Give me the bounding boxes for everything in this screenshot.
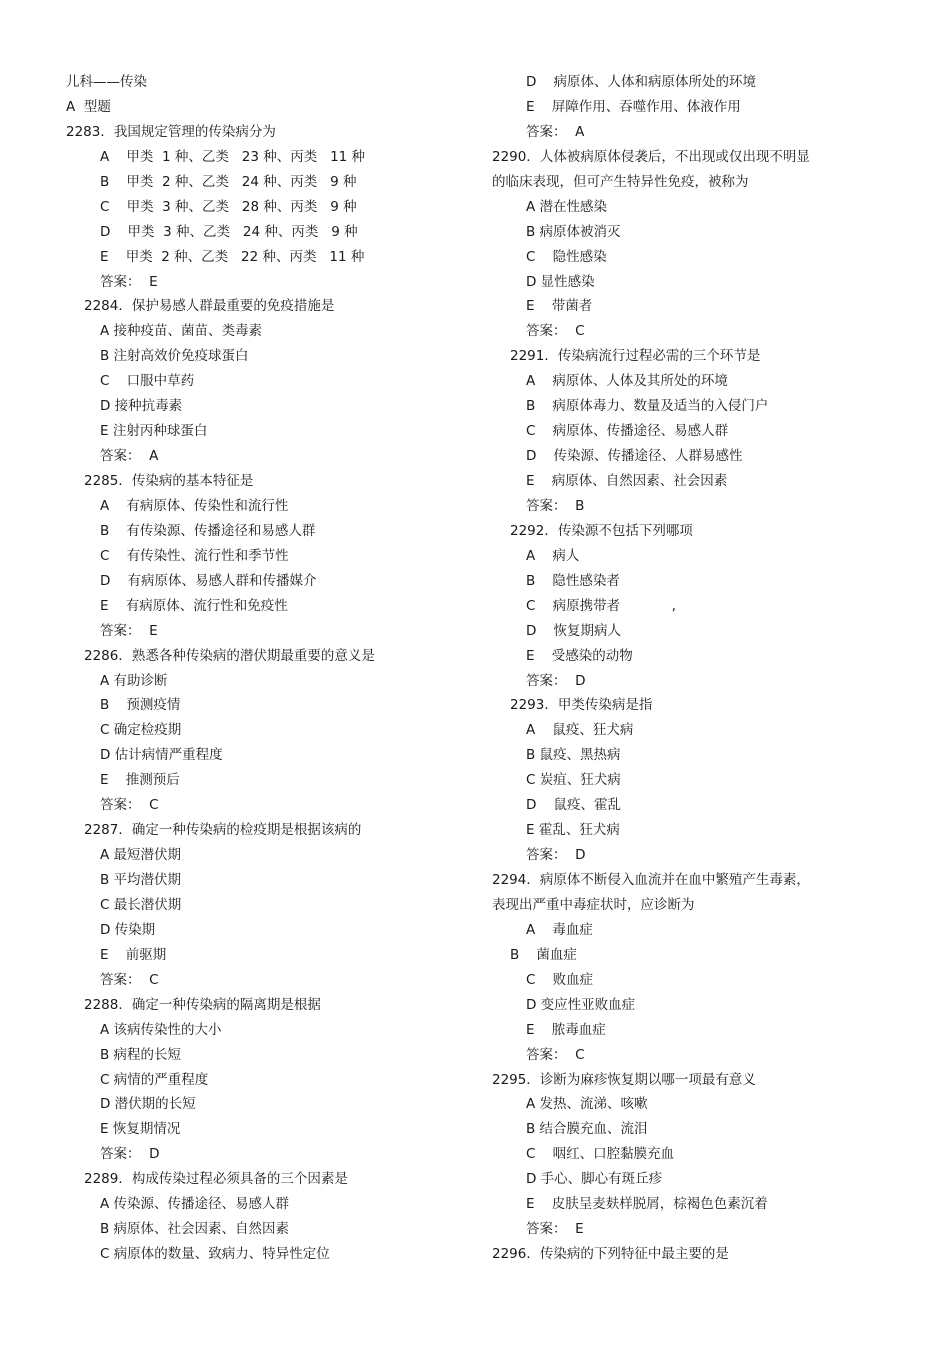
text-line: B 鼠疫、黑热病	[526, 747, 621, 764]
text-line: E 前驱期	[100, 946, 167, 963]
text-line: A 甲类 1 种、乙类 23 种、丙类 11 种	[100, 148, 366, 165]
text-line: C 口服中草药	[100, 373, 195, 390]
text-line: B 病原体毒力、数量及适当的入侵门户	[526, 398, 769, 415]
text-line: B 病原体被消灭	[526, 223, 621, 240]
text-line: E 皮肤呈麦麸样脱屑，棕褐色色素沉着	[526, 1196, 768, 1213]
text-line: D 估计病情严重程度	[100, 747, 223, 764]
text-line: C 隐性感染	[526, 248, 607, 265]
text-line: 答案： C	[526, 323, 585, 340]
text-line: 2289．构成传染过程必须具备的三个因素是	[84, 1171, 348, 1188]
text-line: E 推测预后	[100, 772, 180, 789]
text-line: 2288．确定一种传染病的隔离期是根据	[84, 996, 321, 1013]
text-line: A 毒血症	[526, 921, 593, 938]
text-line: 答案： D	[526, 672, 586, 689]
text-line: C 病原携带者 ,	[526, 597, 676, 614]
text-line: 答案： E	[526, 1221, 584, 1238]
text-line: C 败血症	[526, 971, 594, 988]
text-line: C 确定检疫期	[100, 722, 182, 739]
text-line: A 病原体、人体及其所处的环境	[526, 373, 728, 390]
text-line: B 注射高效价免疫球蛋白	[100, 348, 249, 365]
text-line: 答案： E	[100, 273, 158, 290]
text-line: B 有传染源、传播途径和易感人群	[100, 522, 316, 539]
text-line: 2292．传染源不包括下列哪项	[510, 522, 693, 539]
text-line: C 最长潜伏期	[100, 896, 182, 913]
text-line: A 传染源、传播途径、易感人群	[100, 1196, 290, 1213]
text-line: A 接种疫苗、菌苗、类毒素	[100, 323, 263, 340]
text-line: E 受感染的动物	[526, 647, 633, 664]
text-line: A 型题	[66, 98, 111, 115]
text-line: D 传染期	[100, 921, 156, 938]
text-line: D 甲类 3 种、乙类 24 种、丙类 9 种	[100, 223, 358, 240]
left-column	[66, 70, 466, 1267]
text-line: E 霍乱、狂犬病	[526, 822, 620, 839]
text-line: A 发热、流涕、咳嗽	[526, 1096, 648, 1113]
text-line: 答案： C	[526, 1046, 585, 1063]
text-line: D 潜伏期的长短	[100, 1096, 196, 1113]
text-line: 答案： D	[100, 1146, 160, 1163]
text-line: B 预测疫情	[100, 697, 181, 714]
text-line: D 显性感染	[526, 273, 595, 290]
text-line: 2283．我国规定管理的传染病分为	[66, 123, 276, 140]
text-line: A 有助诊断	[100, 672, 168, 689]
text-line: E 屏障作用、吞噬作用、体液作用	[526, 98, 741, 115]
text-line: 2294．病原体不断侵入血流并在血中繁殖产生毒素，	[492, 872, 810, 888]
text-line: A 鼠疫、狂犬病	[526, 722, 634, 739]
text-line: C 炭疽、狂犬病	[526, 772, 621, 789]
text-line: D 鼠疫、霍乱	[526, 797, 622, 814]
text-line: 2291．传染病流行过程必需的三个环节是	[510, 348, 761, 365]
text-line: C 有传染性、流行性和季节性	[100, 547, 289, 564]
text-line: C 病情的严重程度	[100, 1071, 209, 1088]
text-line: 答案： C	[100, 797, 159, 814]
text-line: D 有病原体、易感人群和传播媒介	[100, 572, 317, 589]
text-line: D 病原体、人体和病原体所处的环境	[526, 74, 757, 90]
text-line: D 接种抗毒素	[100, 398, 183, 415]
text-line: 2284．保护易感人群最重要的免疫措施是	[84, 298, 335, 315]
text-line: B 菌血症	[510, 946, 577, 963]
text-line: D 传染源、传播途径、人群易感性	[526, 448, 743, 465]
text-line: E 有病原体、流行性和免疫性	[100, 597, 288, 614]
text-line: B 隐性感染者	[526, 572, 620, 589]
text-line: E 带菌者	[526, 298, 593, 315]
text-line: E 恢复期情况	[100, 1121, 181, 1138]
text-line: 答案： A	[100, 448, 159, 465]
text-line: A 病人	[526, 547, 580, 564]
text-line: B 结合膜充血、流泪	[526, 1121, 648, 1138]
text-line: 2290．人体被病原体侵袭后，不出现或仅出现不明显	[492, 148, 810, 165]
text-line: D 变应性亚败血症	[526, 996, 636, 1013]
text-line: 答案： E	[100, 622, 158, 639]
text-line: 表现出严重中毒症状时，应诊断为	[492, 896, 695, 913]
text-line: D 恢复期病人	[526, 622, 622, 639]
text-line: A 有病原体、传染性和流行性	[100, 497, 289, 514]
text-line: C 病原体、传播途径、易感人群	[526, 423, 729, 440]
text-line: 2287．确定一种传染病的检疫期是根据该病的	[84, 822, 362, 839]
text-line: E 病原体、自然因素、社会因素	[526, 473, 728, 489]
text-line: 儿科——传染	[66, 74, 147, 90]
text-line: 答案： A	[526, 123, 585, 140]
right-column	[492, 70, 912, 1267]
text-line: 2285．传染病的基本特征是	[84, 473, 254, 489]
text-line: E 脓毒血症	[526, 1021, 606, 1038]
text-line: A 潜在性感染	[526, 198, 608, 215]
text-line: 2286．熟悉各种传染病的潜伏期最重要的意义是	[84, 647, 375, 664]
text-line: 的临床表现，但可产生特异性免疫，被称为	[492, 173, 749, 190]
text-line: E 注射丙种球蛋白	[100, 423, 208, 440]
text-line: 2296．传染病的下列特征中最主要的是	[492, 1246, 729, 1263]
text-line: B 病程的长短	[100, 1046, 182, 1063]
text-line: A 最短潜伏期	[100, 847, 182, 864]
text-line: B 病原体、社会因素、自然因素	[100, 1221, 290, 1238]
text-line: 2295．诊断为麻疹恢复期以哪一项最有意义	[492, 1071, 756, 1088]
text-line: B 甲类 2 种、乙类 24 种、丙类 9 种	[100, 173, 357, 190]
text-line: E 甲类 2 种、乙类 22 种、丙类 11 种	[100, 248, 365, 265]
text-line: C 甲类 3 种、乙类 28 种、丙类 9 种	[100, 198, 357, 215]
text-line: 答案： B	[526, 497, 585, 514]
text-line: B 平均潜伏期	[100, 872, 182, 888]
text-line: 答案： D	[526, 847, 586, 864]
text-line: 2293．甲类传染病是指	[510, 697, 653, 714]
text-line: 答案： C	[100, 971, 159, 988]
text-line: C 病原体的数量、致病力、特异性定位	[100, 1246, 330, 1263]
text-line: A 该病传染性的大小	[100, 1021, 222, 1038]
text-line: C 咽红、口腔黏膜充血	[526, 1146, 675, 1163]
text-line: D 手心、脚心有斑丘疹	[526, 1171, 663, 1188]
